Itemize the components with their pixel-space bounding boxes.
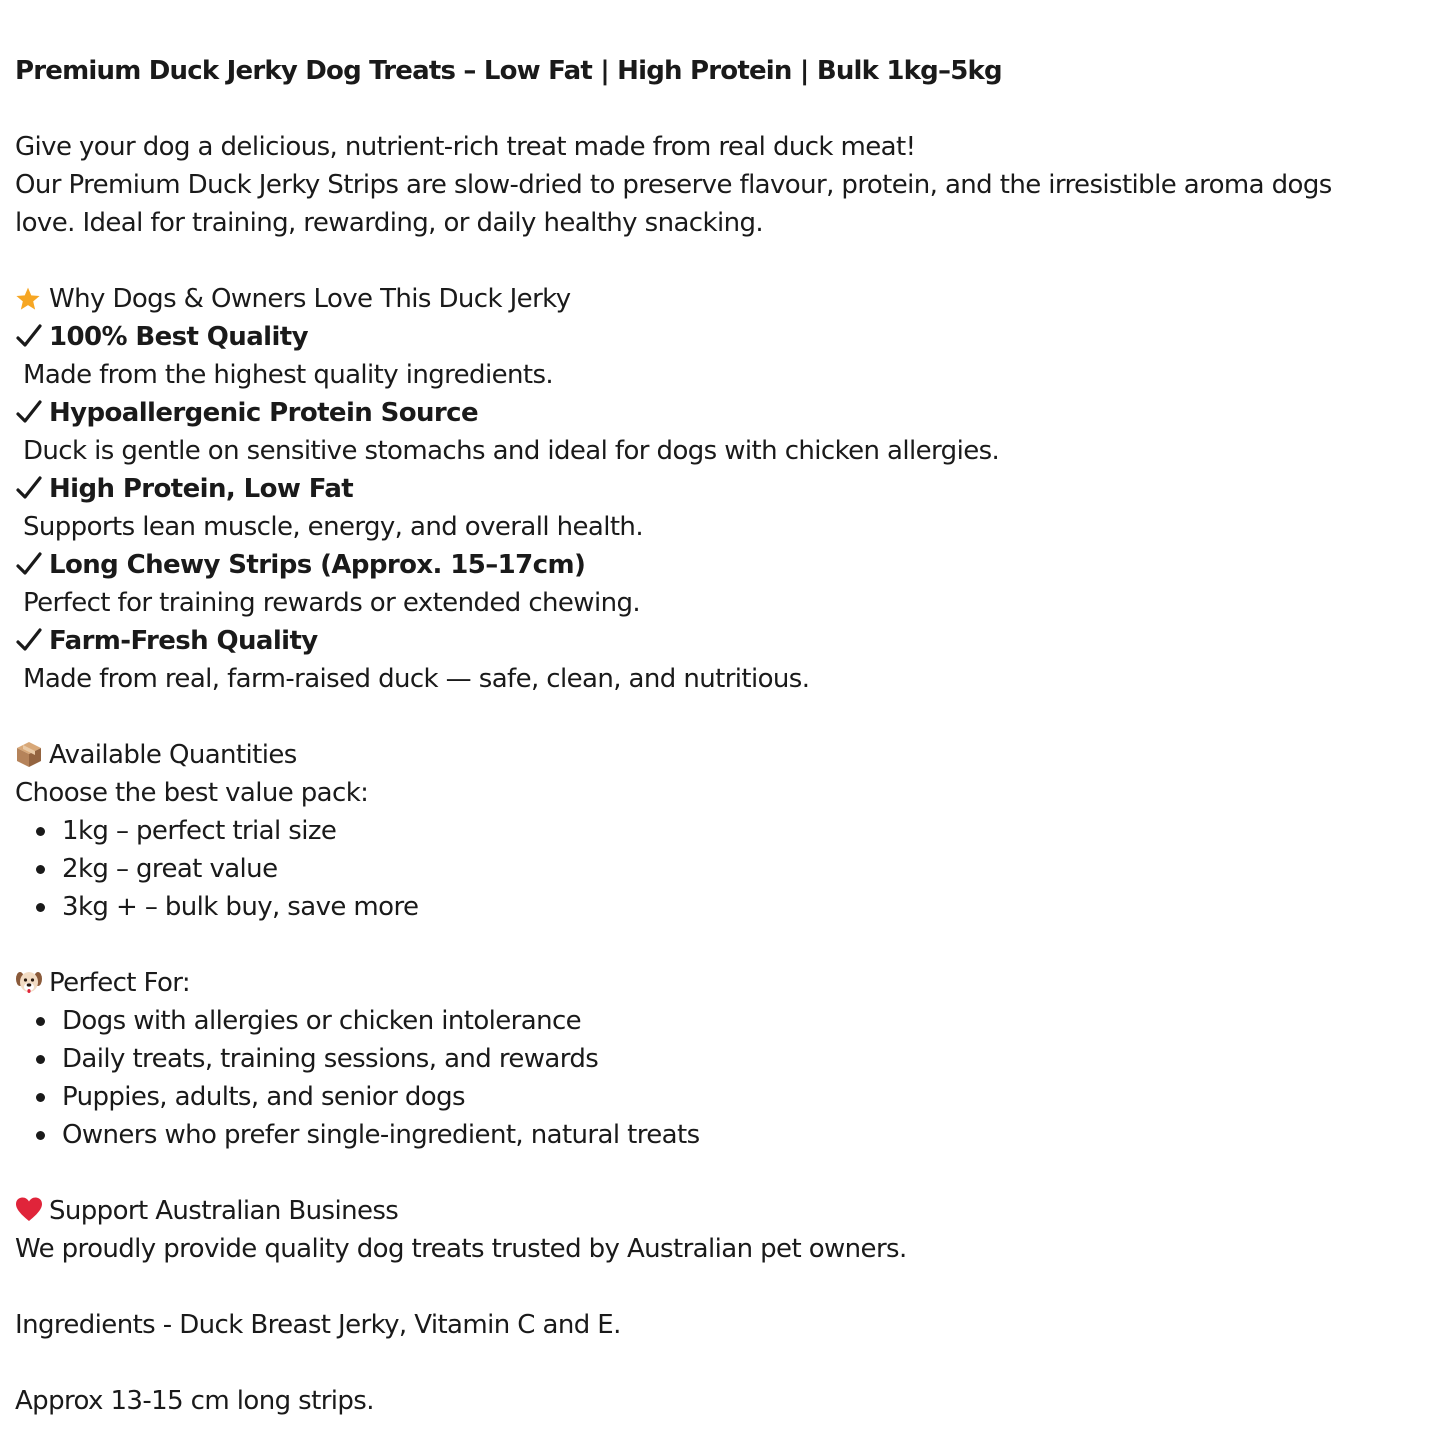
list-item-text: 3kg + – bulk buy, save more bbox=[62, 892, 419, 922]
why-item-title: Farm-Fresh Quality bbox=[49, 626, 318, 656]
list-item bbox=[15, 850, 1445, 888]
why-item-title-row bbox=[15, 394, 1445, 432]
star-icon bbox=[15, 286, 41, 312]
spacer bbox=[15, 1344, 1445, 1382]
heart-icon bbox=[15, 1196, 43, 1224]
intro-line-3: love. Ideal for training, rewarding, or daily healthy snacking. bbox=[15, 208, 764, 238]
perfect-for-heading-row bbox=[15, 964, 1445, 1002]
spacer bbox=[15, 698, 1445, 736]
intro-line-2: Our Premium Duck Jerky Strips are slow-dried to preserve flavour, protein, and the irresistible aroma dogs bbox=[15, 170, 1332, 200]
list-item-text: Puppies, adults, and senior dogs bbox=[62, 1082, 465, 1112]
why-heading-row bbox=[15, 280, 1445, 318]
list-item bbox=[15, 1116, 1445, 1154]
spacer bbox=[15, 90, 1445, 128]
bullet bbox=[36, 865, 45, 874]
support-heading: Support Australian Business bbox=[49, 1196, 399, 1226]
quantities-heading-row bbox=[15, 736, 1445, 774]
why-item-desc: Supports lean muscle, energy, and overall health. bbox=[23, 512, 643, 542]
quantities-list bbox=[15, 812, 1445, 926]
why-item-title: High Protein, Low Fat bbox=[49, 474, 354, 504]
check-icon bbox=[15, 626, 43, 654]
strip-length-text: Approx 13-15 cm long strips. bbox=[15, 1386, 374, 1416]
why-item-desc: Duck is gentle on sensitive stomachs and ideal for dogs with chicken allergies. bbox=[23, 436, 1000, 466]
support-heading-row bbox=[15, 1192, 1445, 1230]
bullet bbox=[36, 827, 45, 836]
dog-face-icon bbox=[15, 968, 43, 996]
why-heading: Why Dogs & Owners Love This Duck Jerky bbox=[49, 284, 571, 314]
check-icon bbox=[15, 322, 43, 350]
bullet bbox=[36, 1131, 45, 1140]
list-item bbox=[15, 1078, 1445, 1116]
bullet bbox=[36, 1093, 45, 1102]
spacer bbox=[15, 926, 1445, 964]
bullet bbox=[36, 1055, 45, 1064]
list-item bbox=[15, 1002, 1445, 1040]
list-item-text: Owners who prefer single-ingredient, natural treats bbox=[62, 1120, 700, 1150]
list-item bbox=[15, 812, 1445, 850]
why-item-title-row bbox=[15, 622, 1445, 660]
perfect-for-list bbox=[15, 1002, 1445, 1154]
why-item-title: 100% Best Quality bbox=[49, 322, 308, 352]
list-item-text: Dogs with allergies or chicken intolerance bbox=[62, 1006, 582, 1036]
quantities-heading: Available Quantities bbox=[49, 740, 297, 770]
check-icon bbox=[15, 398, 43, 426]
why-item-desc: Made from the highest quality ingredients. bbox=[23, 360, 554, 390]
why-item-title: Long Chewy Strips (Approx. 15–17cm) bbox=[49, 550, 586, 580]
list-item-text: 2kg – great value bbox=[62, 854, 278, 884]
ingredients-text: Ingredients - Duck Breast Jerky, Vitamin C and E. bbox=[15, 1310, 621, 1340]
why-item-title-row bbox=[15, 546, 1445, 584]
spacer bbox=[15, 242, 1445, 280]
list-item-text: Daily treats, training sessions, and rewards bbox=[62, 1044, 599, 1074]
support-text: We proudly provide quality dog treats trusted by Australian pet owners. bbox=[15, 1234, 907, 1264]
why-item-title: Hypoallergenic Protein Source bbox=[49, 398, 478, 428]
intro-line-1: Give your dog a delicious, nutrient-rich treat made from real duck meat! bbox=[15, 132, 916, 162]
bullet bbox=[36, 903, 45, 912]
perfect-for-heading: Perfect For: bbox=[49, 968, 191, 998]
why-item-desc: Made from real, farm-raised duck — safe, clean, and nutritious. bbox=[23, 664, 810, 694]
check-icon bbox=[15, 550, 43, 578]
list-item-text: 1kg – perfect trial size bbox=[62, 816, 337, 846]
spacer bbox=[15, 1154, 1445, 1192]
check-icon bbox=[15, 474, 43, 502]
package-icon bbox=[15, 740, 43, 768]
bullet bbox=[36, 1017, 45, 1026]
why-item-title-row bbox=[15, 318, 1445, 356]
quantities-subheading: Choose the best value pack: bbox=[15, 778, 369, 808]
spacer bbox=[15, 1268, 1445, 1306]
product-description bbox=[15, 52, 1445, 1420]
product-title: Premium Duck Jerky Dog Treats – Low Fat | High Protein | Bulk 1kg–5kg bbox=[15, 56, 1002, 86]
why-item-desc: Perfect for training rewards or extended chewing. bbox=[23, 588, 641, 618]
list-item bbox=[15, 1040, 1445, 1078]
list-item bbox=[15, 888, 1445, 926]
why-item-title-row bbox=[15, 470, 1445, 508]
